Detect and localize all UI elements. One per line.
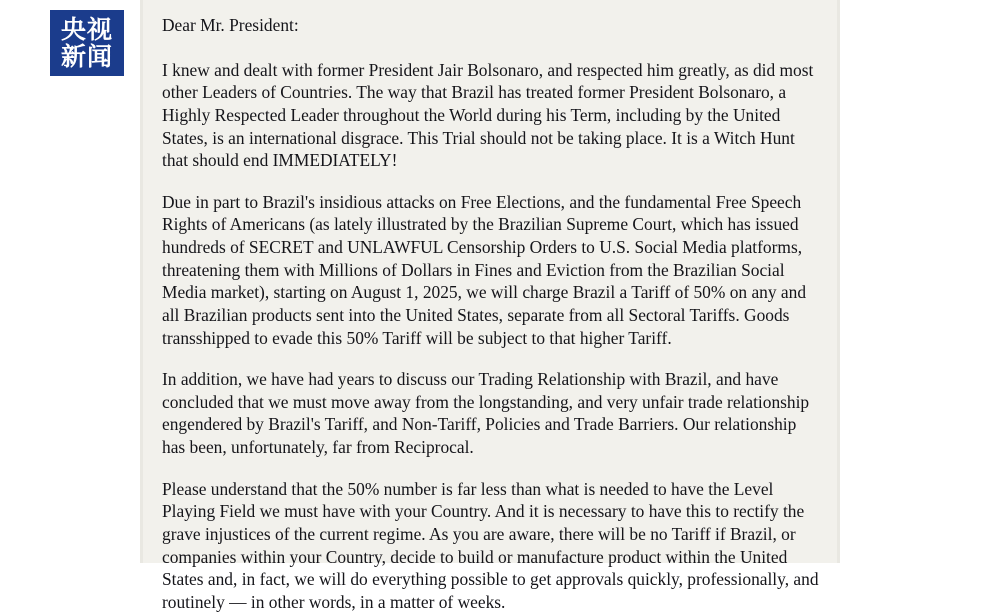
letter-document <box>140 0 840 612</box>
page-left-edge <box>140 0 143 563</box>
cctv-news-logo <box>50 10 124 76</box>
letter-paragraph: In addition, we have had years to discuss our Trading Relationship with Brazil, and have concluded that we must move away from the longstanding, and very unfair trade relationship engendered by Brazil's Tariff, and Non-Tariff, Policies and Trade Barriers. Our relationship has been, unfortunately, far from Reciprocal. <box>162 369 810 457</box>
logo-line-2: 新闻 <box>60 42 113 71</box>
left-margin <box>0 0 140 563</box>
letter-salutation: Dear Mr. President: <box>162 15 299 35</box>
letter-paragraph: Please understand that the 50% number is far less than what is needed to have the Level Playing Field we must have with your Country. And it is necessary to have this to rectify the grave injustices of the current regime. As you are aware, there will be no Tariff if Brazil, or companies within your Country, decide to build or manufacture product within the United States and, in fact, we will do everything possible to get approvals quickly, professionally, and routinely — in other words, in a matter of weeks. <box>162 478 819 612</box>
logo-line-1: 央视 <box>60 15 113 44</box>
letter-paragraph: I knew and dealt with former President Jair Bolsonaro, and respected him greatly, as did most other Leaders of Countries. The way that Brazil has treated former President Bolsonaro, a Highly Respected Leader throughout the World during his Term, including by the United States, is an international disgrace. This Trial should not be taking place. It is a Witch Hunt that should end IMMEDIATELY! <box>162 59 814 171</box>
page-right-edge <box>837 0 840 563</box>
letter-paragraph: Due in part to Brazil's insidious attacks on Free Elections, and the fundamental Free Speech Rights of Americans (as lately illustrated by the Brazilian Supreme Court, which has issued hundreds of SECRET and UNLAWFUL Censorship Orders to U.S. Social Media platforms, threatening them with Millions of Dollars in Fines and Eviction from the Brazilian Social Media market), starting on August 1, 2025, we will charge Brazil a Tariff of 50% on any and all Brazilian products sent into the United States, separate from all Sectoral Tariffs. Goods transshipped to evade this 50% Tariff will be subject to that higher Tariff. <box>162 191 807 348</box>
letter-body <box>140 0 840 613</box>
right-margin <box>840 0 1000 563</box>
